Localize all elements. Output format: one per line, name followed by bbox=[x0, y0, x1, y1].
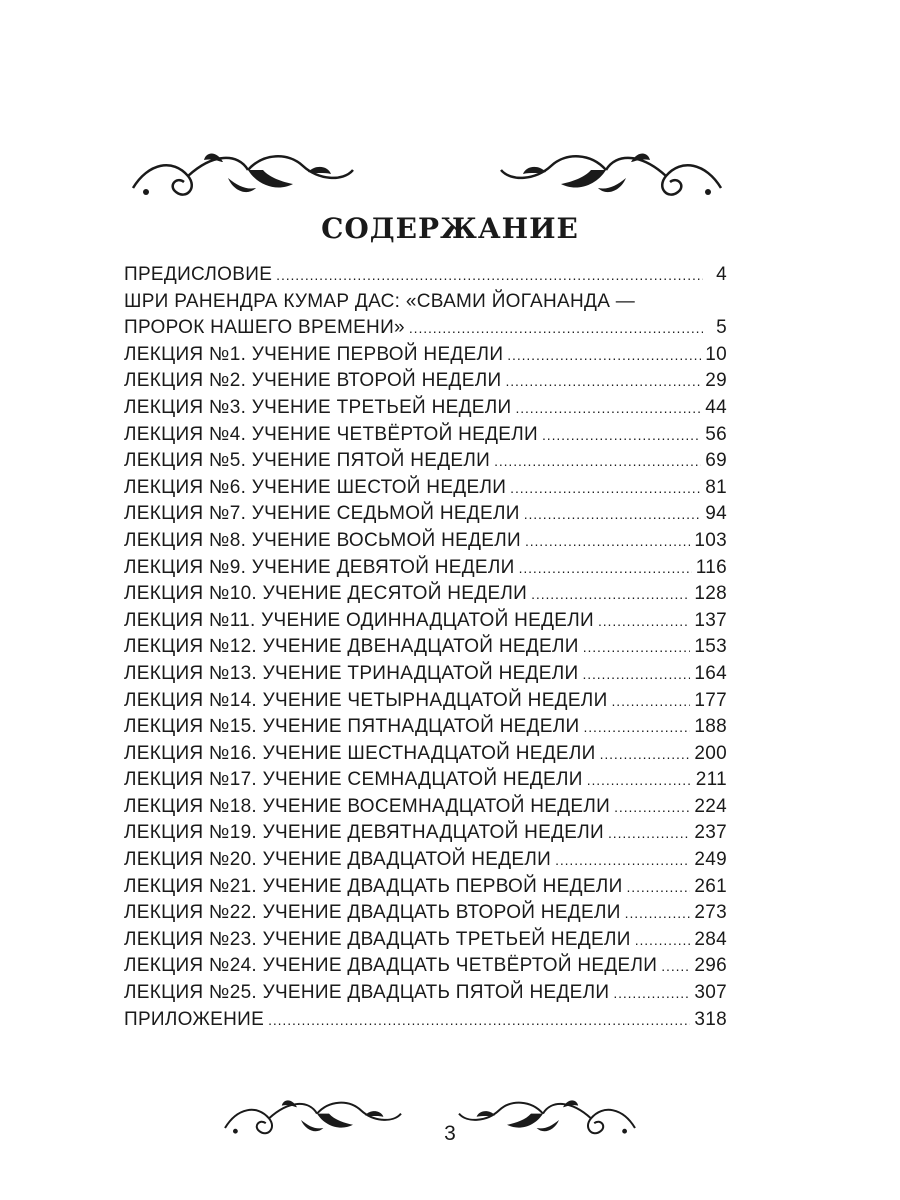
toc-entry-page: 284 bbox=[694, 928, 727, 950]
toc-entry-label: ЛЕКЦИЯ №17. УЧЕНИЕ СЕМНАДЦАТОЙ НЕДЕЛИ bbox=[124, 769, 583, 791]
dot-leader bbox=[531, 581, 690, 608]
toc-entry-page: 177 bbox=[694, 689, 727, 711]
page-title: СОДЕРЖАНИЕ bbox=[321, 212, 579, 245]
dot-leader bbox=[519, 555, 692, 582]
dot-leader bbox=[661, 953, 690, 980]
toc-entry-label: ЛЕКЦИЯ №15. УЧЕНИЕ ПЯТНАДЦАТОЙ НЕДЕЛИ bbox=[124, 716, 580, 738]
dot-leader bbox=[505, 368, 701, 395]
toc-entry-label: ЛЕКЦИЯ №6. УЧЕНИЕ ШЕСТОЙ НЕДЕЛИ bbox=[124, 476, 507, 498]
dot-leader bbox=[625, 900, 691, 927]
toc-entry-page: 5 bbox=[716, 317, 727, 339]
toc-entry-lecture[interactable] bbox=[124, 688, 727, 715]
toc-entry-label: ПРОРОК НАШЕГО ВРЕМЕНИ» bbox=[124, 317, 405, 339]
toc-entry-page: 237 bbox=[694, 822, 727, 844]
toc-entry-page: 116 bbox=[695, 556, 727, 578]
dot-leader bbox=[612, 688, 691, 715]
dot-leader bbox=[525, 528, 690, 555]
dot-leader bbox=[600, 741, 691, 768]
dot-leader bbox=[614, 794, 690, 821]
toc-entry-page: 81 bbox=[705, 476, 727, 498]
toc-entry-lecture[interactable] bbox=[124, 634, 727, 661]
toc-entry-label: ЛЕКЦИЯ №8. УЧЕНИЕ ВОСЬМОЙ НЕДЕЛИ bbox=[124, 529, 521, 551]
toc-entry-label: ЛЕКЦИЯ №7. УЧЕНИЕ СЕДЬМОЙ НЕДЕЛИ bbox=[124, 503, 520, 525]
toc-entry-essay-line1[interactable] bbox=[124, 289, 727, 316]
dot-leader bbox=[494, 448, 701, 475]
dot-leader bbox=[268, 1007, 690, 1034]
toc-entry-label: ЛЕКЦИЯ №14. УЧЕНИЕ ЧЕТЫРНАДЦАТОЙ НЕДЕЛИ bbox=[124, 689, 608, 711]
dot-leader bbox=[409, 315, 703, 342]
toc-entry-lecture[interactable] bbox=[124, 714, 727, 741]
toc-entry-lecture[interactable] bbox=[124, 475, 727, 502]
toc-entry-label: ЛЕКЦИЯ №25. УЧЕНИЕ ДВАДЦАТЬ ПЯТОЙ НЕДЕЛИ bbox=[124, 982, 610, 1004]
toc-entry-label: ЛЕКЦИЯ №3. УЧЕНИЕ ТРЕТЬЕЙ НЕДЕЛИ bbox=[124, 396, 512, 418]
toc-entry-page: 103 bbox=[694, 529, 727, 551]
dot-leader bbox=[608, 820, 690, 847]
toc-entry-page: 200 bbox=[694, 742, 727, 764]
toc-entry-page: 211 bbox=[695, 769, 727, 791]
toc-entry-page: 296 bbox=[694, 955, 727, 977]
toc-entry-lecture[interactable] bbox=[124, 767, 727, 794]
toc-entry-essay-line2[interactable] bbox=[124, 315, 727, 342]
toc-entry-page: 44 bbox=[705, 396, 727, 418]
toc-entry-label: ЛЕКЦИЯ №21. УЧЕНИЕ ДВАДЦАТЬ ПЕРВОЙ НЕДЕЛИ bbox=[124, 875, 623, 897]
toc-entry-label: ЛЕКЦИЯ №24. УЧЕНИЕ ДВАДЦАТЬ ЧЕТВЁРТОЙ НЕДЕЛИ bbox=[124, 955, 658, 977]
toc-entry-label: ЛЕКЦИЯ №12. УЧЕНИЕ ДВЕНАДЦАТОЙ НЕДЕЛИ bbox=[124, 636, 579, 658]
toc-entry-label: ПРИЛОЖЕНИЕ bbox=[124, 1008, 265, 1030]
toc-entry-lecture[interactable] bbox=[124, 448, 727, 475]
toc-entry-lecture[interactable] bbox=[124, 794, 727, 821]
toc-entry-page: 249 bbox=[694, 849, 727, 871]
toc-entry-page: 188 bbox=[694, 716, 727, 738]
toc-entry-page: 273 bbox=[694, 902, 727, 924]
toc-entry-label: ЛЕКЦИЯ №2. УЧЕНИЕ ВТОРОЙ НЕДЕЛИ bbox=[124, 370, 502, 392]
dot-leader bbox=[542, 422, 701, 449]
toc-entry-label: ЛЕКЦИЯ №19. УЧЕНИЕ ДЕВЯТНАДЦАТОЙ НЕДЕЛИ bbox=[124, 822, 605, 844]
toc-entry-page: 137 bbox=[694, 609, 727, 631]
dot-leader bbox=[276, 262, 703, 289]
toc-entry-lecture[interactable] bbox=[124, 980, 727, 1007]
page-number: 3 bbox=[444, 1122, 456, 1145]
toc-entry-page: 224 bbox=[694, 795, 727, 817]
toc-entry-lecture[interactable] bbox=[124, 608, 727, 635]
toc-entry-label: ЛЕКЦИЯ №10. УЧЕНИЕ ДЕСЯТОЙ НЕДЕЛИ bbox=[124, 583, 528, 605]
toc-entry-label: ШРИ РАНЕНДРА КУМАР ДАС: «СВАМИ ЙОГАНАНДА — bbox=[124, 290, 636, 312]
toc-entry-page: 153 bbox=[694, 636, 727, 658]
toc-entry-page: 128 bbox=[694, 583, 727, 605]
toc-entry-page: 4 bbox=[716, 264, 727, 285]
dot-leader bbox=[613, 980, 690, 1007]
table-of-contents bbox=[124, 262, 727, 1033]
dot-leader bbox=[635, 927, 691, 954]
dot-leader bbox=[583, 634, 691, 661]
toc-entry-lecture[interactable] bbox=[124, 395, 727, 422]
toc-entry-lecture[interactable] bbox=[124, 953, 727, 980]
toc-entry-label: ЛЕКЦИЯ №5. УЧЕНИЕ ПЯТОЙ НЕДЕЛИ bbox=[124, 450, 491, 472]
toc-entry-lecture[interactable] bbox=[124, 368, 727, 395]
dot-leader bbox=[587, 767, 692, 794]
dot-leader bbox=[507, 342, 701, 369]
toc-entry-lecture[interactable] bbox=[124, 501, 727, 528]
toc-entry-page: 318 bbox=[694, 1008, 727, 1030]
toc-entry-page: 56 bbox=[705, 423, 727, 445]
dot-leader bbox=[598, 608, 690, 635]
toc-entry-lecture[interactable] bbox=[124, 874, 727, 901]
toc-entry-lecture[interactable] bbox=[124, 900, 727, 927]
toc-entry-page: 10 bbox=[705, 343, 727, 365]
toc-entry-label: ЛЕКЦИЯ №22. УЧЕНИЕ ДВАДЦАТЬ ВТОРОЙ НЕДЕЛИ bbox=[124, 902, 621, 924]
toc-entry-label: ЛЕКЦИЯ №23. УЧЕНИЕ ДВАДЦАТЬ ТРЕТЬЕЙ НЕДЕЛИ bbox=[124, 928, 631, 950]
toc-entry-lecture[interactable] bbox=[124, 422, 727, 449]
toc-entry-label: ЛЕКЦИЯ №20. УЧЕНИЕ ДВАДЦАТОЙ НЕДЕЛИ bbox=[124, 849, 552, 871]
toc-entry-lecture[interactable] bbox=[124, 342, 727, 369]
dot-leader bbox=[524, 501, 702, 528]
toc-entry-label: ЛЕКЦИЯ №9. УЧЕНИЕ ДЕВЯТОЙ НЕДЕЛИ bbox=[124, 556, 515, 578]
toc-entry-preface[interactable] bbox=[124, 262, 727, 289]
dot-leader bbox=[582, 661, 690, 688]
toc-entry-page: 69 bbox=[705, 450, 727, 472]
toc-entry-page: 29 bbox=[705, 370, 727, 392]
toc-entry-lecture[interactable] bbox=[124, 927, 727, 954]
toc-entry-appendix[interactable] bbox=[124, 1007, 727, 1034]
dot-leader bbox=[510, 475, 701, 502]
toc-entry-label: ЛЕКЦИЯ №4. УЧЕНИЕ ЧЕТВЁРТОЙ НЕДЕЛИ bbox=[124, 423, 539, 445]
toc-entry-lecture[interactable] bbox=[124, 528, 727, 555]
toc-entry-label: ЛЕКЦИЯ №13. УЧЕНИЕ ТРИНАДЦАТОЙ НЕДЕЛИ bbox=[124, 662, 579, 684]
toc-entry-label: ПРЕДИСЛОВИЕ bbox=[124, 264, 273, 285]
toc-entry-lecture[interactable] bbox=[124, 555, 727, 582]
toc-entry-lecture[interactable] bbox=[124, 847, 727, 874]
toc-entry-label: ЛЕКЦИЯ №1. УЧЕНИЕ ПЕРВОЙ НЕДЕЛИ bbox=[124, 343, 504, 365]
dot-leader bbox=[555, 847, 690, 874]
toc-entry-page: 94 bbox=[705, 503, 727, 525]
dot-leader bbox=[515, 395, 701, 422]
ornament-top-right-icon bbox=[496, 148, 726, 208]
toc-entry-page: 261 bbox=[694, 875, 727, 897]
toc-entry-page: 164 bbox=[694, 662, 727, 684]
ornament-top-left-icon bbox=[128, 148, 358, 208]
toc-entry-label: ЛЕКЦИЯ №11. УЧЕНИЕ ОДИННАДЦАТОЙ НЕДЕЛИ bbox=[124, 609, 594, 631]
toc-entry-label: ЛЕКЦИЯ №16. УЧЕНИЕ ШЕСТНАДЦАТОЙ НЕДЕЛИ bbox=[124, 742, 596, 764]
toc-entry-lecture[interactable] bbox=[124, 581, 727, 608]
toc-entry-lecture[interactable] bbox=[124, 741, 727, 768]
toc-entry-lecture[interactable] bbox=[124, 661, 727, 688]
toc-entry-lecture[interactable] bbox=[124, 820, 727, 847]
dot-leader bbox=[583, 714, 690, 741]
toc-entry-page: 307 bbox=[694, 982, 727, 1004]
toc-entry-label: ЛЕКЦИЯ №18. УЧЕНИЕ ВОСЕМНАДЦАТОЙ НЕДЕЛИ bbox=[124, 795, 611, 817]
dot-leader bbox=[627, 874, 691, 901]
